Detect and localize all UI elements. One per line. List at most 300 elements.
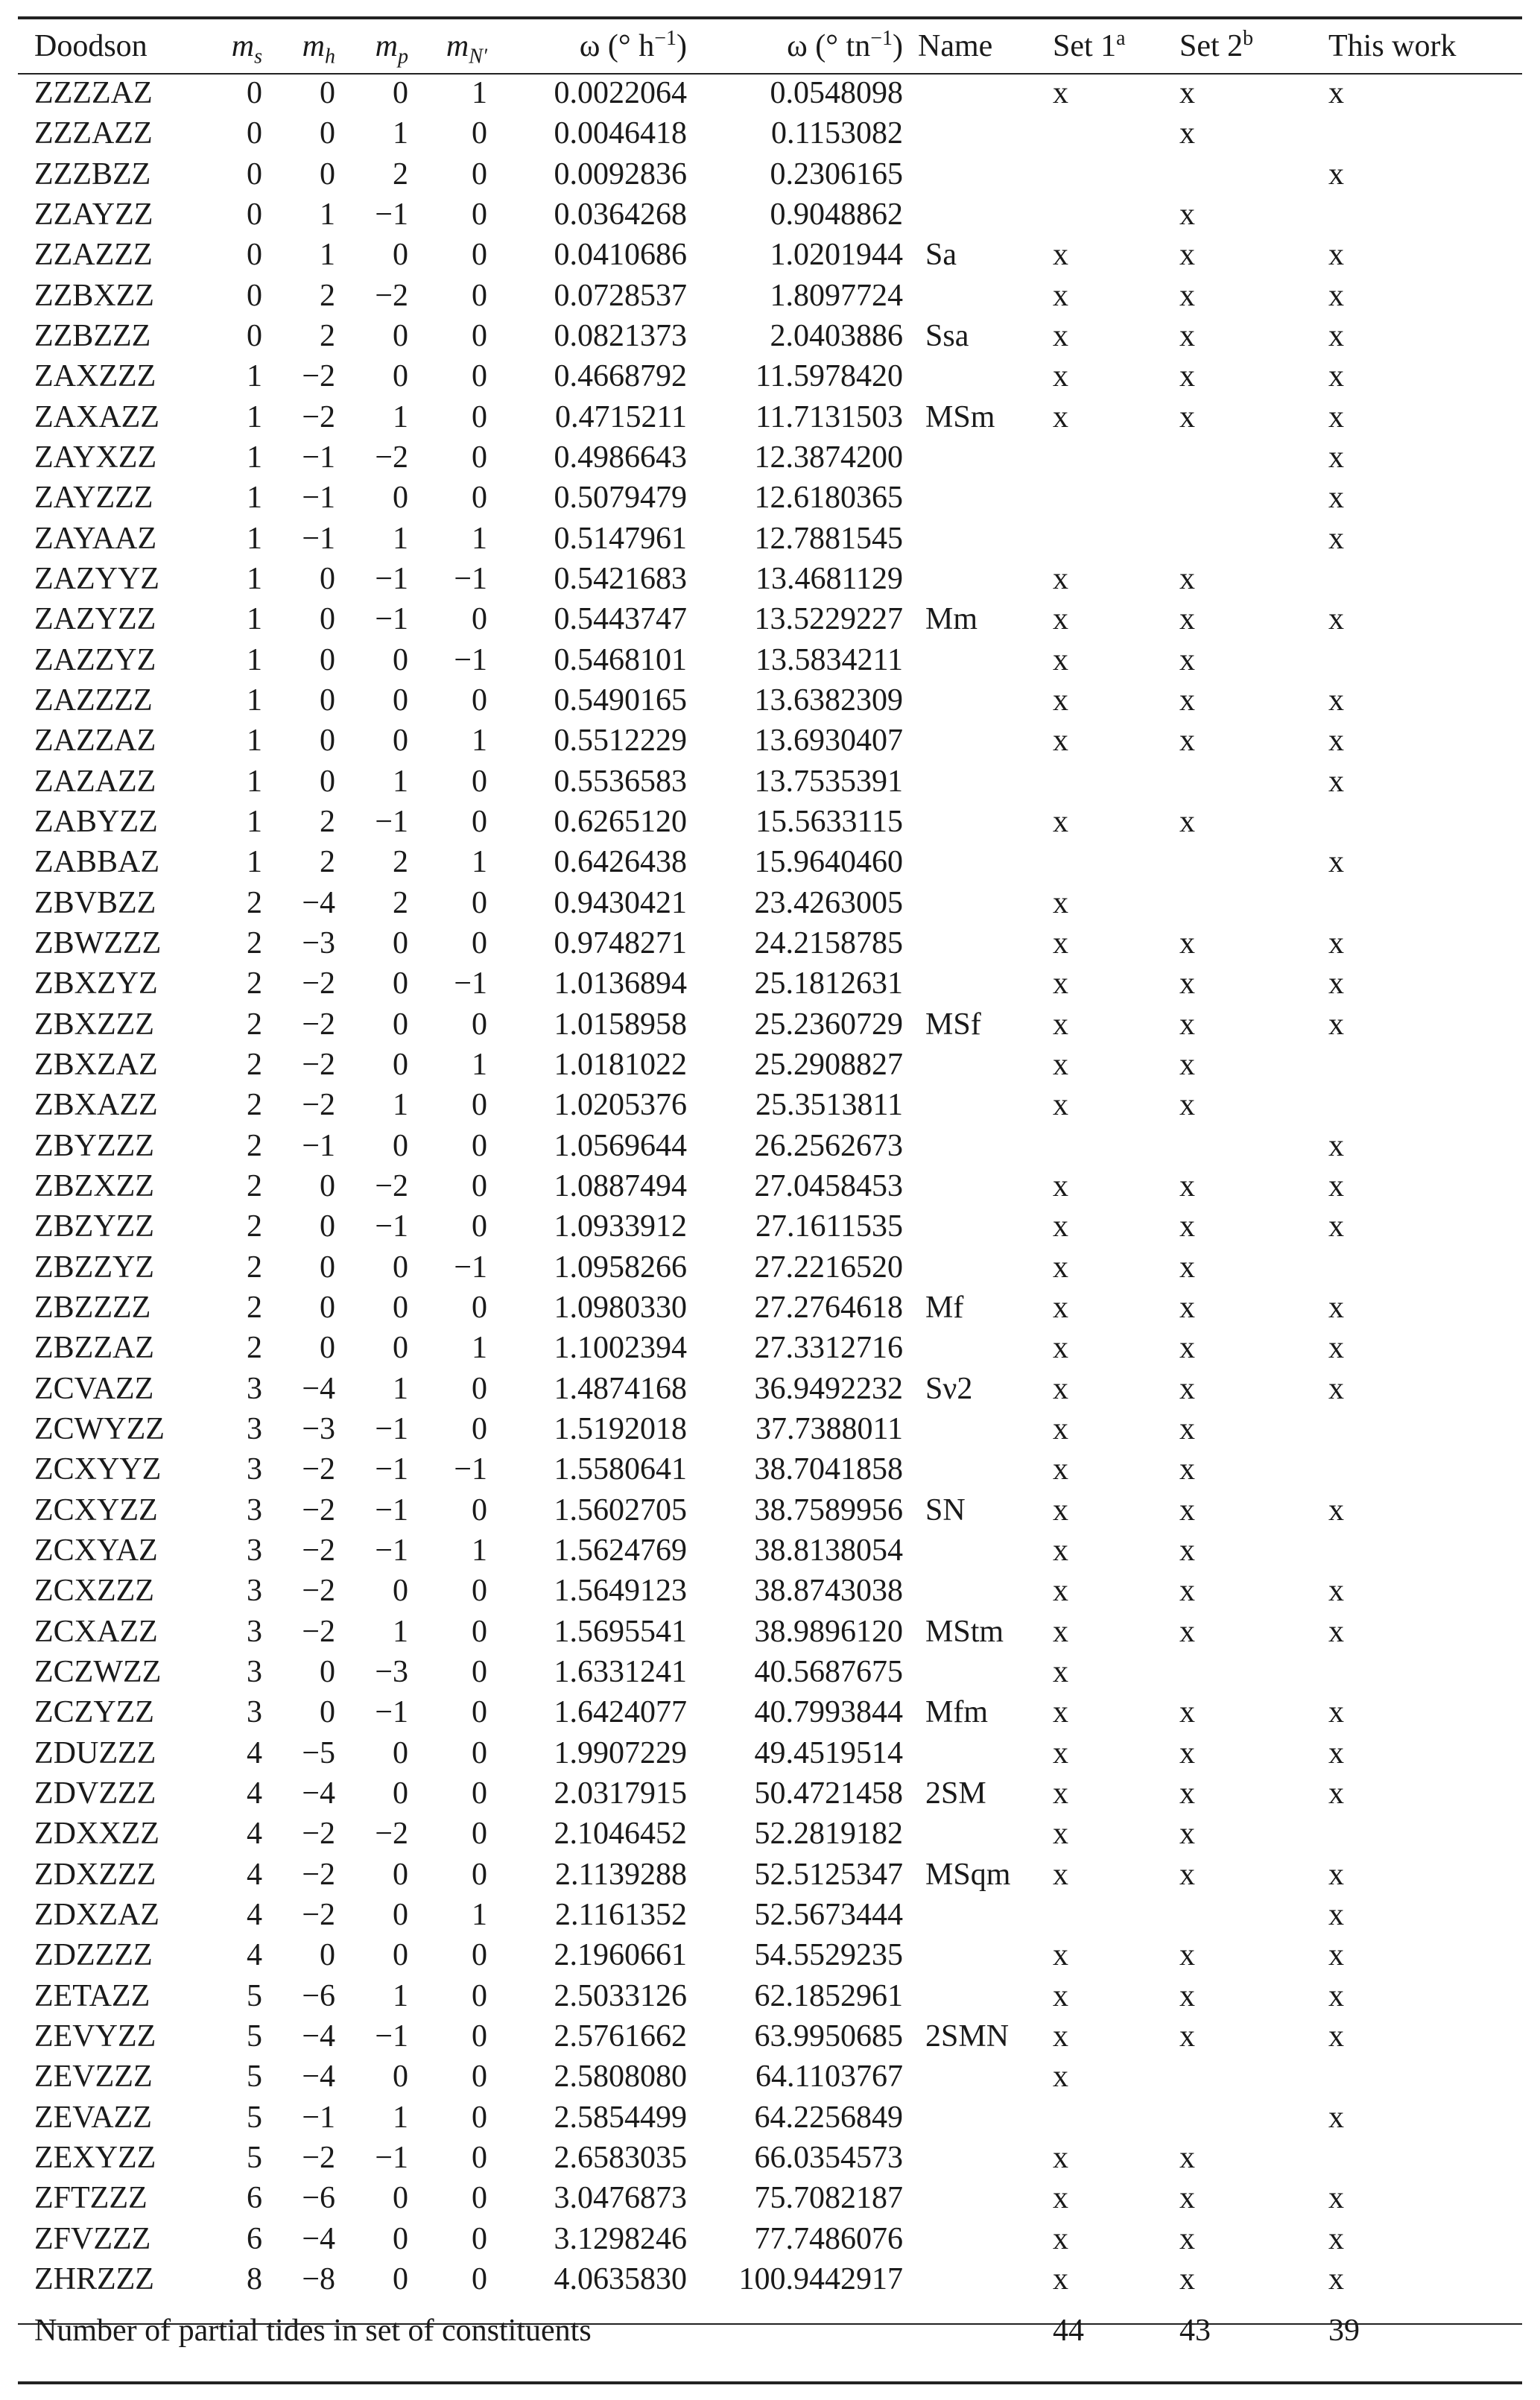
set2-cell: x <box>1179 1088 1195 1123</box>
mp-cell: −1 <box>375 197 408 232</box>
ms-cell: 1 <box>247 440 262 475</box>
mh-cell: 0 <box>320 1291 335 1325</box>
mn-cell: 0 <box>472 764 487 799</box>
set1-cell <box>1030 113 1157 153</box>
name-cell <box>903 1126 1030 1166</box>
mh-cell: 1 <box>320 197 335 232</box>
ms-cell: 0 <box>247 319 262 354</box>
mp-cell: −1 <box>375 1695 408 1730</box>
omega-tn-cell: 27.2764618 <box>754 1291 903 1325</box>
set2-cell <box>1157 2057 1284 2097</box>
ms-cell: 2 <box>247 1331 262 1366</box>
doodson-cell: ZAXZZZ <box>34 359 156 394</box>
mn-cell: 0 <box>472 2100 487 2135</box>
doodson-cell: ZBZXZZ <box>34 1169 154 1204</box>
table-row <box>18 2057 1522 2097</box>
mh-cell: −2 <box>302 1857 335 1892</box>
mh-cell: −2 <box>302 1817 335 1852</box>
mh-cell: 0 <box>320 562 335 597</box>
set1-cell: x <box>1053 724 1068 759</box>
set1-cell: x <box>1053 2059 1068 2095</box>
omega-tn-cell: 49.4519514 <box>754 1735 903 1770</box>
mh-cell: 1 <box>320 238 335 273</box>
mp-cell: −1 <box>375 562 408 597</box>
mp-cell: −1 <box>375 1411 408 1446</box>
set1-cell: x <box>1053 319 1068 354</box>
this-work-cell <box>1284 1045 1522 1085</box>
this-work-cell: x <box>1328 76 1344 111</box>
mp-cell: 0 <box>393 1857 408 1892</box>
doodson-cell: ZEVZZZ <box>34 2059 153 2095</box>
table-row <box>18 397 1522 437</box>
set1-cell: x <box>1053 2181 1068 2216</box>
table-row <box>18 1489 1522 1530</box>
mp-cell: 0 <box>393 481 408 516</box>
mp-cell: −2 <box>375 278 408 313</box>
col-header-mn: $m_{N'}$ <box>446 29 487 69</box>
set2-cell <box>1157 883 1284 923</box>
mh-cell: −5 <box>302 1735 335 1770</box>
omega-tn-cell: 0.2306165 <box>770 156 903 191</box>
mh-cell: 0 <box>320 1938 335 1973</box>
omega-tn-cell: 36.9492232 <box>754 1371 903 1406</box>
this-work-cell: x <box>1328 1574 1344 1609</box>
mn-cell: 0 <box>472 1614 487 1649</box>
mn-cell: 0 <box>472 2140 487 2175</box>
doodson-cell: ZAZAZZ <box>34 764 156 799</box>
mp-cell: −1 <box>375 1452 408 1487</box>
mn-cell: 0 <box>472 805 487 840</box>
omega-tn-cell: 100.9442917 <box>738 2261 903 2296</box>
table-row <box>18 1814 1522 1854</box>
mn-cell: 0 <box>472 481 487 516</box>
doodson-cell: ZCZWZZ <box>34 1654 162 1689</box>
omega-tn-cell: 77.7486076 <box>754 2221 903 2256</box>
this-work-cell: x <box>1328 2100 1344 2135</box>
omega-tn-cell: 11.5978420 <box>755 359 903 394</box>
name-cell <box>903 1166 1030 1206</box>
name-cell <box>903 883 1030 923</box>
doodson-cell: ZAYAAZ <box>34 521 157 556</box>
omega-h-cell: 1.0958266 <box>554 1250 687 1285</box>
mn-cell: 0 <box>472 359 487 394</box>
doodson-cell: ZZBZZZ <box>34 319 151 354</box>
set1-cell: x <box>1053 885 1068 920</box>
mh-cell: −1 <box>302 481 335 516</box>
mp-cell: 0 <box>393 2261 408 2296</box>
table-row <box>18 842 1522 882</box>
mp-cell: 0 <box>393 1897 408 1932</box>
omega-tn-cell: 38.8743038 <box>754 1574 903 1609</box>
ms-cell: 8 <box>247 2261 262 2296</box>
ms-cell: 0 <box>247 116 262 151</box>
this-work-cell <box>1284 883 1522 923</box>
mn-cell: 0 <box>472 319 487 354</box>
name-cell <box>903 1206 1030 1247</box>
name-cell <box>903 762 1030 802</box>
ms-cell: 0 <box>247 156 262 191</box>
this-work-cell <box>1284 559 1522 599</box>
omega-tn-cell: 37.7388011 <box>755 1411 903 1446</box>
doodson-cell: ZZAYZZ <box>34 197 153 232</box>
mh-cell: −2 <box>302 1614 335 1649</box>
doodson-cell: ZZAZZZ <box>34 238 153 273</box>
table-row <box>18 802 1522 842</box>
mn-cell: 0 <box>472 1978 487 2013</box>
table-row <box>18 73 1522 113</box>
table-row <box>18 762 1522 802</box>
mp-cell: 0 <box>393 966 408 1001</box>
this-work-cell <box>1284 1449 1522 1489</box>
omega-tn-cell: 23.4263005 <box>754 885 903 920</box>
set2-cell: x <box>1179 805 1195 840</box>
set2-cell: x <box>1179 1978 1195 2013</box>
table-row <box>18 1773 1522 1814</box>
set1-cell <box>1030 194 1157 235</box>
mp-cell: 0 <box>393 2221 408 2256</box>
omega-tn-cell: 0.1153082 <box>771 116 903 151</box>
omega-h-cell: 1.6424077 <box>554 1695 687 1730</box>
table-row <box>18 437 1522 478</box>
omega-h-cell: 0.0728537 <box>554 278 687 313</box>
set1-cell: x <box>1053 602 1068 637</box>
mh-cell: −4 <box>302 1776 335 1811</box>
omega-h-cell: 2.5854499 <box>554 2100 687 2135</box>
ms-cell: 2 <box>247 1209 262 1244</box>
set1-cell: x <box>1053 642 1068 677</box>
mp-cell: 0 <box>393 1776 408 1811</box>
omega-tn-cell: 52.2819182 <box>754 1817 903 1852</box>
table-row <box>18 1369 1522 1409</box>
mp-cell: −3 <box>375 1654 408 1689</box>
mn-cell: −1 <box>454 1250 487 1285</box>
mh-cell: −2 <box>302 1897 335 1932</box>
mp-cell: 1 <box>393 1614 408 1649</box>
mp-cell: −1 <box>375 805 408 840</box>
mp-cell: −1 <box>375 1492 408 1527</box>
table-row <box>18 1247 1522 1288</box>
name-cell: Sν2 <box>925 1371 973 1406</box>
name-cell: MSqm <box>925 1857 1011 1892</box>
this-work-cell: x <box>1328 1695 1344 1730</box>
omega-tn-cell: 66.0354573 <box>754 2140 903 2175</box>
set2-cell <box>1157 842 1284 882</box>
omega-h-cell: 2.6583035 <box>554 2140 687 2175</box>
doodson-cell: ZETAZZ <box>34 1978 150 2013</box>
name-cell: Mfm <box>925 1695 988 1730</box>
set1-cell <box>1030 2097 1157 2137</box>
omega-tn-cell: 24.2158785 <box>754 926 903 961</box>
mn-cell: 0 <box>472 1735 487 1770</box>
set2-cell: x <box>1179 1209 1195 1244</box>
col-header-omega-tn: ω (° $tn^{-1}$) <box>787 27 903 63</box>
doodson-cell: ZHRZZZ <box>34 2261 154 2296</box>
doodson-cell: ZDXXZZ <box>34 1817 159 1852</box>
ms-cell: 2 <box>247 1128 262 1163</box>
mp-cell: 0 <box>393 1048 408 1083</box>
mh-cell: −6 <box>302 2181 335 2216</box>
name-cell: 2SMN <box>925 2019 1010 2054</box>
ms-cell: 1 <box>247 724 262 759</box>
mn-cell: −1 <box>454 966 487 1001</box>
ms-cell: 0 <box>247 238 262 273</box>
this-work-cell: x <box>1328 238 1344 273</box>
set2-cell: x <box>1179 116 1195 151</box>
table-row <box>18 519 1522 559</box>
doodson-cell: ZAYXZZ <box>34 440 157 475</box>
this-work-cell: x <box>1328 966 1344 1001</box>
doodson-cell: ZAXAZZ <box>34 399 159 434</box>
doodson-cell: ZCZYZZ <box>34 1695 154 1730</box>
set2-cell: x <box>1179 399 1195 434</box>
summary-this-work-count: 39 <box>1328 2314 1360 2349</box>
set1-cell: x <box>1053 359 1068 394</box>
set2-cell: x <box>1179 642 1195 677</box>
mh-cell: −1 <box>302 521 335 556</box>
ms-cell: 2 <box>247 1088 262 1123</box>
summary-set2-count: 43 <box>1179 2314 1211 2349</box>
mp-cell: −1 <box>375 1209 408 1244</box>
mh-cell: 0 <box>320 764 335 799</box>
doodson-cell: ZDVZZZ <box>34 1776 156 1811</box>
mn-cell: 0 <box>472 1088 487 1123</box>
omega-h-cell: 1.0136894 <box>554 966 687 1001</box>
omega-tn-cell: 13.5834211 <box>755 642 903 677</box>
set1-cell: x <box>1053 1007 1068 1042</box>
ms-cell: 4 <box>247 1897 262 1932</box>
doodson-cell: ZAZZZZ <box>34 683 153 718</box>
mn-cell: 1 <box>472 724 487 759</box>
set2-cell <box>1157 2097 1284 2137</box>
doodson-cell: ZDXZAZ <box>34 1897 159 1932</box>
this-work-cell: x <box>1328 1776 1344 1811</box>
mh-cell: −1 <box>302 440 335 475</box>
omega-tn-cell: 64.2256849 <box>754 2100 903 2135</box>
mh-cell: −2 <box>302 1007 335 1042</box>
doodson-cell: ZABYZZ <box>34 805 158 840</box>
omega-tn-cell: 2.0403886 <box>770 319 903 354</box>
omega-tn-cell: 13.6930407 <box>754 724 903 759</box>
table-row <box>18 1045 1522 1085</box>
omega-tn-cell: 54.5529235 <box>754 1938 903 1973</box>
this-work-cell: x <box>1328 1614 1344 1649</box>
this-work-cell: x <box>1328 1291 1344 1325</box>
name-cell <box>903 2138 1030 2178</box>
omega-h-cell: 1.9907229 <box>554 1735 687 1770</box>
mn-cell: 0 <box>472 1817 487 1852</box>
set1-cell: x <box>1053 1371 1068 1406</box>
col-header-name: Name <box>918 29 993 63</box>
name-cell <box>903 154 1030 194</box>
omega-h-cell: 1.4874168 <box>554 1371 687 1406</box>
set1-cell: x <box>1053 1533 1068 1568</box>
this-work-cell: x <box>1328 1938 1344 1973</box>
mh-cell: −2 <box>302 966 335 1001</box>
this-work-cell: x <box>1328 1331 1344 1366</box>
this-work-cell: x <box>1328 602 1344 637</box>
omega-tn-cell: 52.5125347 <box>754 1857 903 1892</box>
mp-cell: 0 <box>393 76 408 111</box>
set1-cell: x <box>1053 1331 1068 1366</box>
omega-h-cell: 0.5468101 <box>554 642 687 677</box>
set2-cell: x <box>1179 1007 1195 1042</box>
table-row <box>18 2097 1522 2137</box>
doodson-cell: ZZZBZZ <box>34 156 151 191</box>
this-work-cell: x <box>1328 278 1344 313</box>
mn-cell: 0 <box>472 278 487 313</box>
omega-tn-cell: 38.7041858 <box>754 1452 903 1487</box>
set1-cell: x <box>1053 1776 1068 1811</box>
name-cell: SN <box>925 1492 966 1527</box>
ms-cell: 3 <box>247 1411 262 1446</box>
set2-cell: x <box>1179 1452 1195 1487</box>
set1-cell: x <box>1053 1978 1068 2013</box>
omega-h-cell: 0.5443747 <box>554 602 687 637</box>
this-work-cell <box>1284 113 1522 153</box>
mn-cell: 0 <box>472 1938 487 1973</box>
set1-cell: x <box>1053 1492 1068 1527</box>
omega-h-cell: 1.0887494 <box>554 1169 687 1204</box>
mn-cell: 0 <box>472 1128 487 1163</box>
set1-cell: x <box>1053 1614 1068 1649</box>
name-cell <box>903 478 1030 518</box>
table-row <box>18 640 1522 680</box>
omega-h-cell: 0.0410686 <box>554 238 687 273</box>
mh-cell: 0 <box>320 1654 335 1689</box>
omega-h-cell: 1.0158958 <box>554 1007 687 1042</box>
name-cell <box>903 276 1030 316</box>
mp-cell: −1 <box>375 1533 408 1568</box>
set2-cell: x <box>1179 2140 1195 2175</box>
name-cell <box>903 2057 1030 2097</box>
set1-cell: x <box>1053 562 1068 597</box>
mh-cell: 0 <box>320 1169 335 1204</box>
mp-cell: 0 <box>393 359 408 394</box>
mh-cell: 0 <box>320 683 335 718</box>
doodson-cell: ZZBXZZ <box>34 278 154 313</box>
mh-cell: 2 <box>320 319 335 354</box>
table-row <box>18 1206 1522 1247</box>
omega-tn-cell: 40.7993844 <box>754 1695 903 1730</box>
this-work-cell <box>1284 1409 1522 1449</box>
table-row <box>18 356 1522 396</box>
set1-cell: x <box>1053 1088 1068 1123</box>
omega-h-cell: 3.1298246 <box>554 2221 687 2256</box>
omega-h-cell: 0.6265120 <box>554 805 687 840</box>
this-work-cell <box>1284 1530 1522 1571</box>
set1-cell <box>1030 1126 1157 1166</box>
mh-cell: 2 <box>320 278 335 313</box>
mh-cell: 0 <box>320 1695 335 1730</box>
ms-cell: 2 <box>247 1007 262 1042</box>
set2-cell: x <box>1179 562 1195 597</box>
omega-tn-cell: 27.2216520 <box>754 1250 903 1285</box>
doodson-cell: ZBVBZZ <box>34 885 156 920</box>
table-row <box>18 113 1522 153</box>
mh-cell: 0 <box>320 116 335 151</box>
table-row <box>18 963 1522 1004</box>
set2-cell <box>1157 1126 1284 1166</box>
set2-cell: x <box>1179 1614 1195 1649</box>
set1-cell: x <box>1053 1291 1068 1325</box>
doodson-cell: ZCXAZZ <box>34 1614 158 1649</box>
set2-cell: x <box>1179 76 1195 111</box>
omega-tn-cell: 52.5673444 <box>754 1897 903 1932</box>
omega-h-cell: 0.0022064 <box>554 76 687 111</box>
ms-cell: 4 <box>247 1857 262 1892</box>
ms-cell: 1 <box>247 359 262 394</box>
this-work-cell <box>1284 2057 1522 2097</box>
doodson-cell: ZCVAZZ <box>34 1371 154 1406</box>
table-row <box>18 883 1522 923</box>
col-header-this-work: This work <box>1328 29 1457 63</box>
doodson-cell: ZDUZZZ <box>34 1735 156 1770</box>
ms-cell: 4 <box>247 1938 262 1973</box>
this-work-cell: x <box>1328 1857 1344 1892</box>
omega-tn-cell: 62.1852961 <box>754 1978 903 2013</box>
table-row <box>18 1126 1522 1166</box>
mh-cell: −2 <box>302 359 335 394</box>
mh-cell: 0 <box>320 76 335 111</box>
omega-h-cell: 0.6426438 <box>554 845 687 880</box>
summary-row <box>18 2299 1522 2362</box>
col-header-ms: $m_s$ <box>231 29 262 69</box>
omega-h-cell: 2.0317915 <box>554 1776 687 1811</box>
mh-cell: 2 <box>320 805 335 840</box>
name-cell <box>903 194 1030 235</box>
set1-cell: x <box>1053 1695 1068 1730</box>
mh-cell: −4 <box>302 1371 335 1406</box>
doodson-cell: ZEXYZZ <box>34 2140 156 2175</box>
name-cell: 2SM <box>925 1776 986 1811</box>
mp-cell: 0 <box>393 1735 408 1770</box>
doodson-cell: ZABBAZ <box>34 845 159 880</box>
omega-h-cell: 0.9748271 <box>554 926 687 961</box>
doodson-cell: ZBXAZZ <box>34 1088 158 1123</box>
mn-cell: 0 <box>472 1574 487 1609</box>
mn-cell: 1 <box>472 1533 487 1568</box>
mp-cell: 2 <box>393 156 408 191</box>
doodson-cell: ZCWYZZ <box>34 1411 165 1446</box>
ms-cell: 1 <box>247 764 262 799</box>
name-cell: Sa <box>925 238 957 273</box>
mn-cell: 0 <box>472 1169 487 1204</box>
mn-cell: 0 <box>472 399 487 434</box>
mp-cell: 0 <box>393 1574 408 1609</box>
mn-cell: 0 <box>472 238 487 273</box>
set1-cell: x <box>1053 1857 1068 1892</box>
this-work-cell <box>1284 640 1522 680</box>
mn-cell: 1 <box>472 76 487 111</box>
mp-cell: 1 <box>393 1978 408 2013</box>
name-cell <box>903 1652 1030 1692</box>
mp-cell: 1 <box>393 1088 408 1123</box>
omega-tn-cell: 25.2360729 <box>754 1007 903 1042</box>
mh-cell: −3 <box>302 926 335 961</box>
set2-cell <box>1157 154 1284 194</box>
mh-cell: −6 <box>302 1978 335 2013</box>
mn-cell: 0 <box>472 1654 487 1689</box>
set1-cell <box>1030 762 1157 802</box>
name-cell <box>903 923 1030 963</box>
set2-cell: x <box>1179 1695 1195 1730</box>
doodson-cell: ZBXZYZ <box>34 966 158 1001</box>
mp-cell: 0 <box>393 1291 408 1325</box>
omega-tn-cell: 38.8138054 <box>754 1533 903 1568</box>
mp-cell: −1 <box>375 2019 408 2054</box>
set1-cell <box>1030 437 1157 478</box>
omega-tn-cell: 11.7131503 <box>755 399 903 434</box>
